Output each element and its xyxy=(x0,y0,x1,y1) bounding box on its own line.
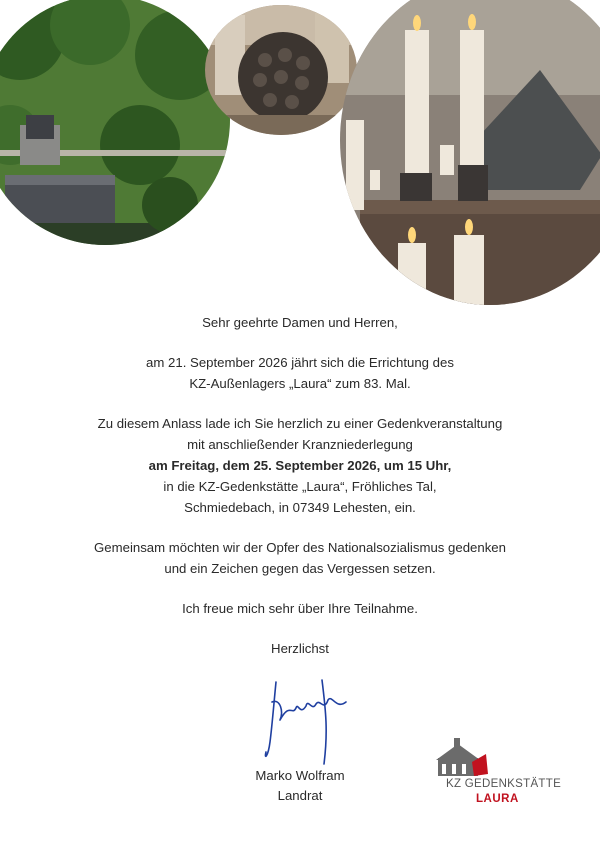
aerial-photo-graphic xyxy=(0,0,230,245)
salutation: Sehr geehrte Damen und Herren, xyxy=(202,315,398,330)
logo-text-line-2: LAURA xyxy=(476,793,519,805)
signer-name: Marko Wolfram xyxy=(255,768,345,783)
event-date: am Freitag, dem 25. September 2026, um 15 Uhr, xyxy=(148,458,452,473)
artifact-photo-graphic xyxy=(205,5,357,135)
paragraph-1-line-2: KZ-Außenlagers „Laura“ zum 83. Mal. xyxy=(189,376,411,391)
invitation-letter xyxy=(0,312,600,659)
candles-photo xyxy=(340,0,600,305)
closing: Herzlichst xyxy=(271,641,329,656)
aerial-photo xyxy=(0,0,230,245)
handwritten-signature xyxy=(262,672,352,767)
paragraph-1-line-1: am 21. September 2026 jährt sich die Errichtung des xyxy=(146,355,454,370)
paragraph-2-line-4: in die KZ-Gedenkstätte „Laura“, Fröhliches Tal, xyxy=(163,479,437,494)
paragraph-3-line-1: Gemeinsam möchten wir der Opfer des Nationalsozialismus gedenken xyxy=(94,540,506,555)
logo-text-line-1: KZ GEDENKSTÄTTE xyxy=(446,778,562,790)
paragraph-2-line-5: Schmiedebach, in 07349 Lehesten, ein. xyxy=(184,500,416,515)
paragraph-4: Ich freue mich sehr über Ihre Teilnahme. xyxy=(182,601,418,616)
candles-photo-graphic xyxy=(340,0,600,305)
signer-title: Landrat xyxy=(277,788,323,803)
paragraph-2-line-1: Zu diesem Anlass lade ich Sie herzlich zu einer Gedenkveranstaltung xyxy=(97,416,503,431)
artifact-photo xyxy=(205,5,357,135)
paragraph-2-line-2: mit anschließender Kranzniederlegung xyxy=(187,437,413,452)
paragraph-3-line-2: und ein Zeichen gegen das Vergessen setzen. xyxy=(164,561,436,576)
